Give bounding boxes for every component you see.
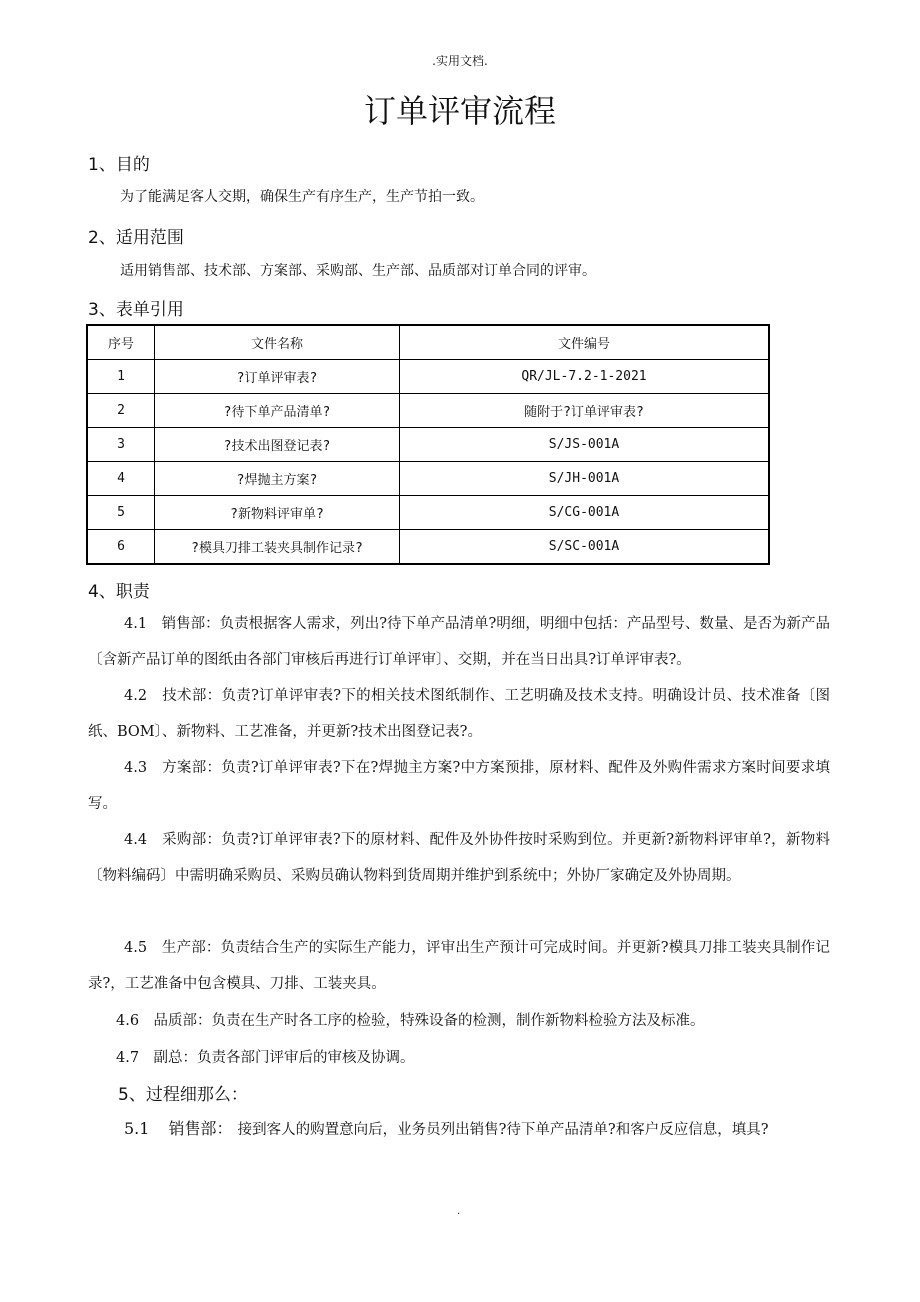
process-5-1-number: 5.1: [124, 1119, 150, 1138]
duty-4-1: 4.1 销售部：负责根据客人需求，列出?待下单产品清单?明细，明细中包括：产品型号、数量、是否为新产品〔含新产品订单的图纸由各部门审核后再进行订单评审〕、交期，并在当日出具?订单评审表?。: [88, 616, 830, 668]
duty-4-7: 4.7 副总：负责各部门评审后的审核及协调。: [116, 1050, 415, 1066]
duty-4-2: 4.2 技术部：负责?订单评审表?下的相关技术图纸制作、工艺明确及技术支持。明确设计员、技术准备〔图纸、BOM〕、新物料、工艺准备，并更新?技术出图登记表?。: [88, 688, 830, 740]
table-cell: S/JH-001A: [400, 462, 770, 496]
table-cell: ?技术出图登记表?: [155, 428, 400, 462]
section-3-heading: 3、表单引用: [88, 300, 184, 320]
table-header-row: [87, 325, 769, 360]
table-cell: S/CG-001A: [400, 496, 770, 530]
page-header: .实用文档.: [432, 54, 488, 68]
section-1-heading: 1、目的: [88, 155, 150, 175]
duty-4-5: 4.5 生产部：负责结合生产的实际生产能力，评审出生产预计可完成时间。并更新?模具刀排工装夹具制作记录?，工艺准备中包含模具、刀排、工装夹具。: [88, 940, 830, 992]
table-row: [87, 360, 769, 394]
duty-4-6: 4.6 品质部：负责在生产时各工序的检验，特殊设备的检测，制作新物料检验方法及标准。: [116, 1013, 705, 1029]
table-cell: ?焊抛主方案?: [155, 462, 400, 496]
duty-4-3: 4.3 方案部：负责?订单评审表?下在?焊抛主方案?中方案预排，原材料、配件及外购件需求方案时间要求填写。: [88, 760, 830, 812]
table-cell: ?模具刀排工装夹具制作记录?: [155, 530, 400, 565]
table-header-cell: 序号: [87, 325, 155, 360]
section-5-heading: 5、过程细那么：: [118, 1085, 248, 1105]
table-cell: 3: [87, 428, 155, 462]
table-row: [87, 530, 769, 565]
table-row: [87, 496, 769, 530]
section-1-text: 为了能满足客人交期，确保生产有序生产，生产节拍一致。: [120, 189, 484, 205]
page-footer: .: [457, 1206, 461, 1217]
table-cell: 4: [87, 462, 155, 496]
table-cell: 1: [87, 360, 155, 394]
table-row: [87, 428, 769, 462]
section-2-heading: 2、适用范围: [88, 228, 184, 248]
section-4-heading: 4、职责: [88, 582, 150, 602]
process-5-1: [124, 1116, 768, 1139]
page-title: 订单评审流程: [363, 92, 556, 130]
table-cell: S/SC-001A: [400, 530, 770, 565]
table-cell: ?订单评审表?: [155, 360, 400, 394]
form-reference-table: [86, 324, 770, 565]
table-header-cell: 文件编号: [400, 325, 770, 360]
table-cell: QR/JL-7.2-1-2021: [400, 360, 770, 394]
table-cell: S/JS-001A: [400, 428, 770, 462]
table-cell: 2: [87, 394, 155, 428]
table-row: [87, 394, 769, 428]
table-cell: ?待下单产品清单?: [155, 394, 400, 428]
process-5-1-text: 接到客人的购置意向后，业务员列出销售?待下单产品清单?和客户反应信息，填具?: [237, 1122, 769, 1138]
table-cell: ?新物料评审单?: [155, 496, 400, 530]
table-row: [87, 462, 769, 496]
process-5-1-department: 销售部：: [168, 1119, 233, 1138]
table-header-cell: 文件名称: [155, 325, 400, 360]
table-cell: 5: [87, 496, 155, 530]
duty-4-4: 4.4 采购部：负责?订单评审表?下的原材料、配件及外协件按时采购到位。并更新?新物料评审单?，新物料〔物料编码〕中需明确采购员、采购员确认物料到货周期并维护到系统中；外协厂家确定及外协周期。: [88, 832, 830, 884]
table-cell: 6: [87, 530, 155, 565]
table-cell: 随附于?订单评审表?: [400, 394, 770, 428]
section-2-text: 适用销售部、技术部、方案部、采购部、生产部、品质部对订单合同的评审。: [120, 263, 596, 279]
